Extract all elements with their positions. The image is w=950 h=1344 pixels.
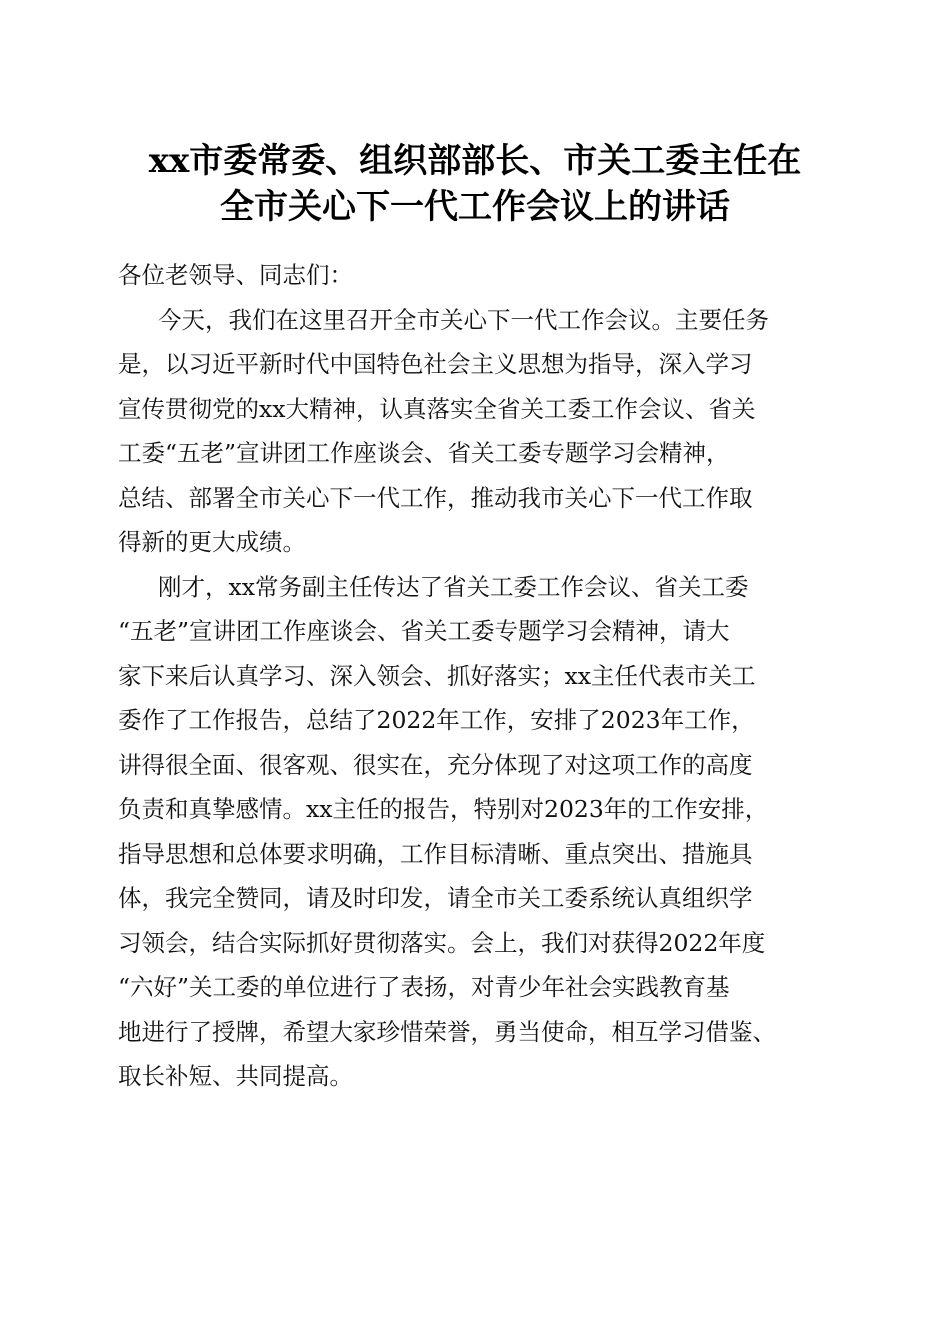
text-line: 今天，我们在这里召开全市关心下一代工作会议。主要任务 — [158, 305, 769, 334]
title-line-1: xx市委常委、组织部部长、市关工委主任在 — [148, 141, 802, 181]
text-line: 指导思想和总体要求明确，工作目标清晰、重点突出、措施具 — [118, 839, 753, 868]
text-line: “五老”宣讲团工作座谈会、省关工委专题学习会精神，请大 — [118, 617, 730, 645]
title-line-2: 全市关心下一代工作会议上的讲话 — [220, 187, 730, 227]
document-title — [90, 138, 860, 230]
text-line: 是，以习近平新时代中国特色社会主义思想为指导，深入学习 — [118, 350, 753, 378]
text-line: 讲得很全面、很客观、很实在，充分体现了对这项工作的高度 — [118, 750, 753, 779]
text-line: 各位老领导、同志们： — [118, 261, 353, 289]
speech-body — [118, 253, 838, 1099]
text-line: 负责和真挚感情。xx主任的报告，特别对2023年的工作安排， — [118, 795, 769, 823]
text-line: 家下来后认真学习、深入领会、抓好落实；xx主任代表市关工 — [118, 661, 756, 690]
text-line: 习领会，结合实际抓好贯彻落实。会上，我们对获得2022年度 — [118, 928, 766, 957]
text-line: 体，我完全赞同，请及时印发，请全市关工委系统认真组织学 — [118, 884, 753, 912]
text-line: “六好”关工委的单位进行了表扬，对青少年社会实践教育基 — [118, 973, 730, 1001]
text-line: 工委“五老”宣讲团工作座谈会、省关工委专题学习会精神， — [118, 439, 730, 467]
text-line: 得新的更大成绩。 — [118, 528, 306, 556]
text-line: 地进行了授牌，希望大家珍惜荣誉，勇当使命，相互学习借鉴、 — [118, 1017, 776, 1046]
text-line: 总结、部署全市关心下一代工作，推动我市关心下一代工作取 — [118, 483, 753, 512]
text-line: 刚才，xx常务副主任传达了省关工委工作会议、省关工委 — [158, 572, 749, 601]
text-line: 委作了工作报告，总结了2022年工作，安排了2023年工作， — [118, 706, 755, 734]
text-line: 宣传贯彻党的xx大精神，认真落实全省关工委工作会议、省关 — [118, 394, 756, 423]
text-line: 取长补短、共同提高。 — [118, 1062, 353, 1090]
